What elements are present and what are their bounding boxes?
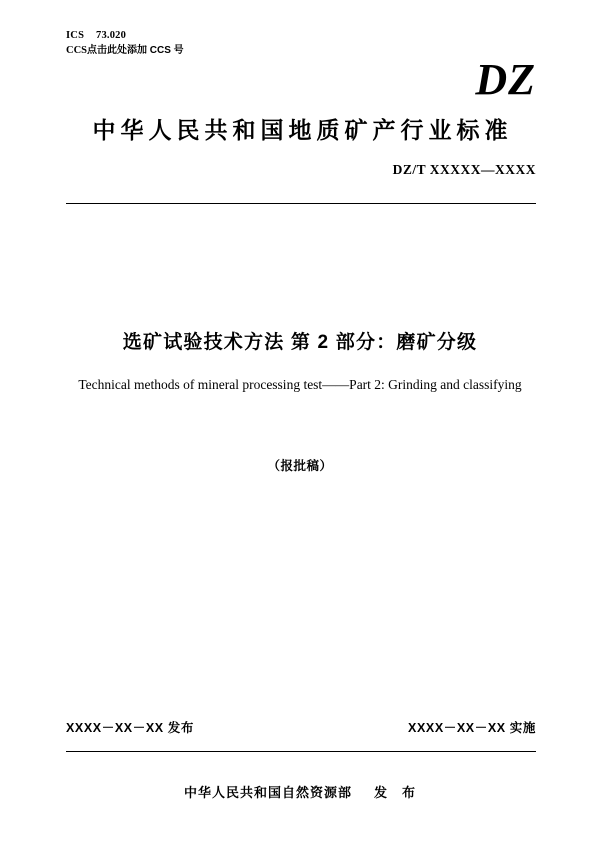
ccs-value: 点击此处添加 CCS 号 bbox=[87, 45, 184, 56]
ccs-label: CCS bbox=[66, 45, 88, 56]
implement-date: XXXX－XX－XX 实施 bbox=[408, 721, 536, 735]
header-divider bbox=[66, 203, 536, 204]
issuing-authority bbox=[0, 782, 600, 801]
dz-logo: DZ bbox=[475, 55, 536, 104]
issuer-suffix: 发 布 bbox=[374, 785, 417, 800]
ccs-line bbox=[66, 43, 536, 58]
issuer-name: 中华人民共和国自然资源部 bbox=[183, 785, 352, 800]
ics-line bbox=[66, 28, 536, 43]
ics-label: ICS bbox=[66, 30, 85, 41]
document-title-en: Technical methods of mineral processing test——Part 2: Grinding and classifying bbox=[78, 377, 522, 392]
footer-divider bbox=[66, 751, 536, 752]
standard-name: 中华人民共和国地质矿产行业标准 bbox=[92, 117, 513, 143]
classification-header bbox=[66, 28, 536, 58]
footer-dates bbox=[66, 718, 536, 736]
standard-number: DZ/T XXXXX—XXXX bbox=[392, 162, 536, 177]
ics-value: 73.020 bbox=[96, 30, 127, 41]
document-title-cn: 选矿试验技术方法 第 2 部分：磨矿分级 bbox=[122, 332, 478, 353]
issue-date: XXXX－XX－XX 发布 bbox=[66, 721, 194, 735]
draft-status: （报批稿） bbox=[267, 459, 333, 473]
